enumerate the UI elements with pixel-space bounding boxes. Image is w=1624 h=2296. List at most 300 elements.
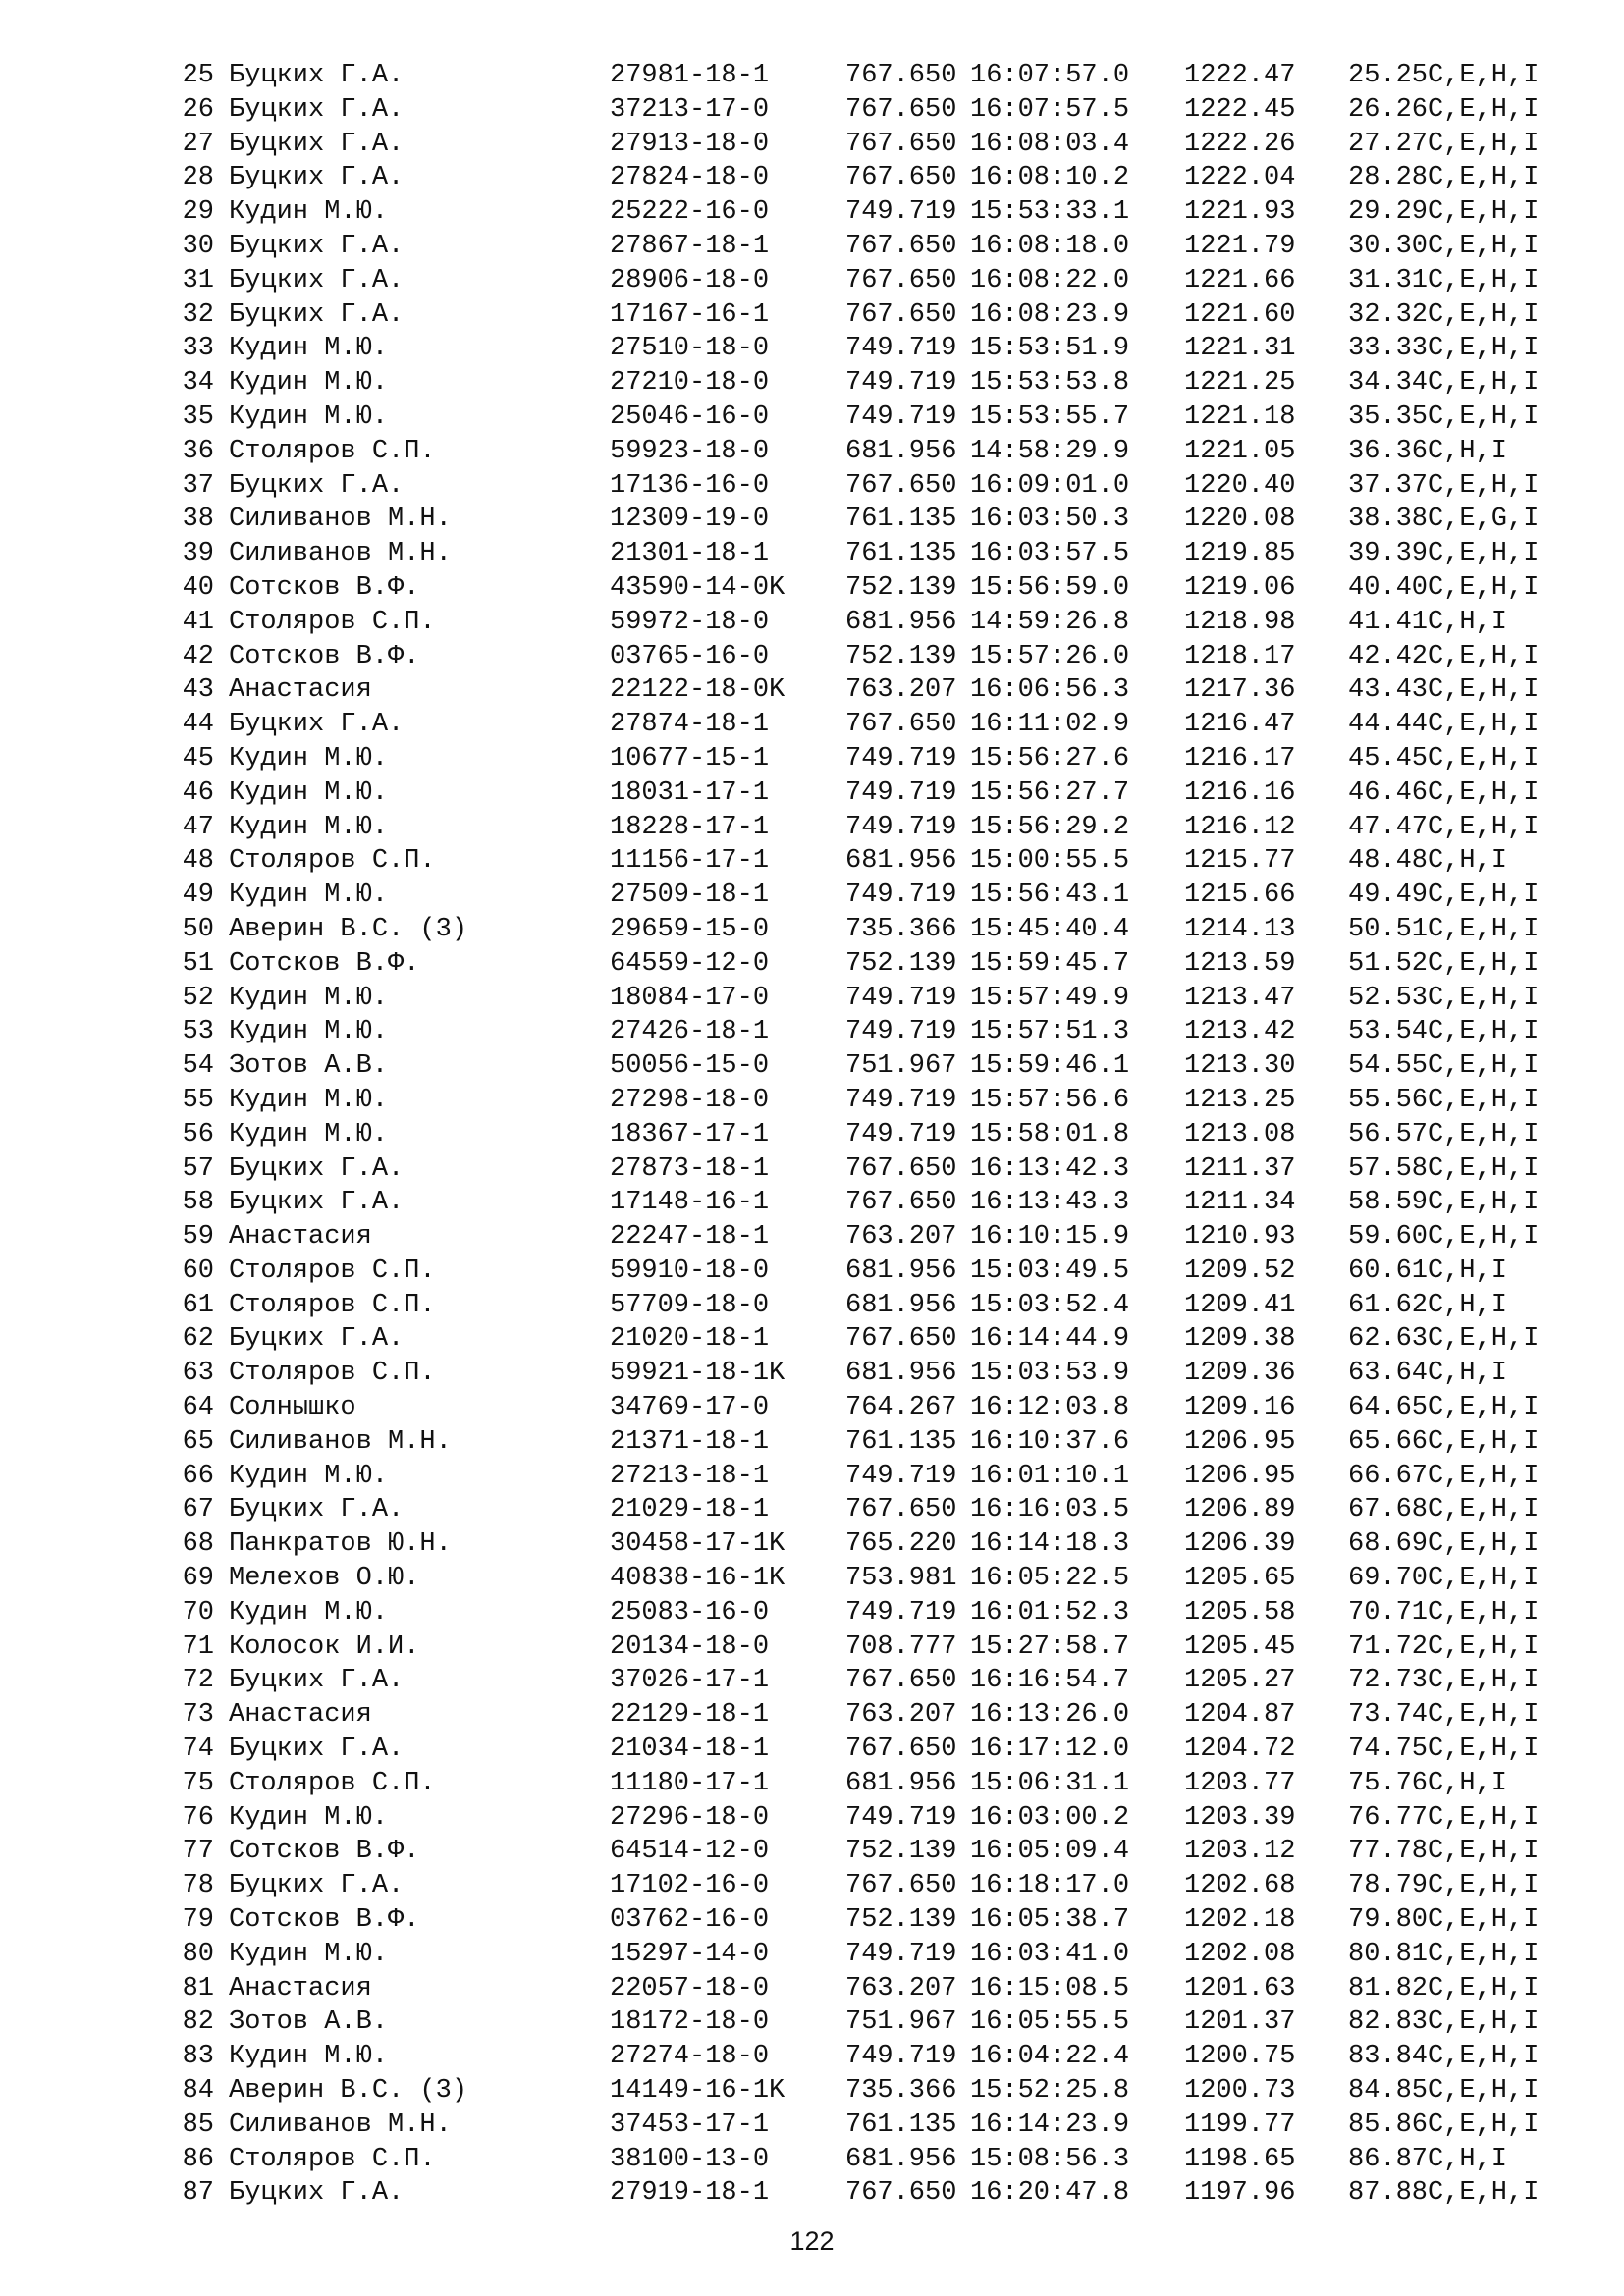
distance-cell: 681.956	[845, 1359, 957, 1389]
table-row	[175, 1255, 1608, 1289]
speed-cell: 1205.27	[1184, 1666, 1296, 1696]
arrival-time-cell: 16:06:56.3	[970, 675, 1130, 706]
name-cell: Буцких Г.А.	[229, 1871, 405, 1901]
name-cell: Колосок И.И.	[229, 1631, 420, 1662]
arrival-time-cell: 16:09:01.0	[970, 470, 1130, 501]
distance-cell: 681.956	[845, 1768, 957, 1798]
coefficient-cell: 39.39	[1348, 539, 1429, 569]
arrival-time-cell: 14:59:26.8	[970, 607, 1130, 637]
coefficient-cell: 31.31	[1348, 265, 1429, 295]
arrival-time-cell: 15:27:58.7	[970, 1631, 1130, 1662]
arrival-time-cell: 15:57:56.6	[970, 1085, 1130, 1115]
coefficient-cell: 82.83	[1348, 2007, 1429, 2038]
distance-cell: 749.719	[845, 1017, 957, 1047]
arrival-time-cell: 15:58:01.8	[970, 1119, 1130, 1149]
rank-cell: 55	[182, 1085, 214, 1115]
flags-cell: C,E,H,I	[1428, 881, 1540, 911]
rank-cell: 43	[182, 675, 214, 706]
name-cell: Столяров С.П.	[229, 607, 436, 637]
rank-cell: 41	[182, 607, 214, 637]
arrival-time-cell: 16:14:18.3	[970, 1529, 1130, 1560]
table-row	[175, 2040, 1608, 2074]
name-cell: Кудин М.Ю.	[229, 197, 389, 228]
arrival-time-cell: 16:13:43.3	[970, 1188, 1130, 1218]
table-row	[175, 1460, 1608, 1494]
flags-cell: C,H,I	[1428, 1255, 1508, 1286]
ring-code-cell: 18031-17-1	[610, 777, 770, 808]
distance-cell: 708.777	[845, 1631, 957, 1662]
flags-cell: C,E,H,I	[1428, 1461, 1540, 1491]
rank-cell: 84	[182, 2076, 214, 2107]
speed-cell: 1206.39	[1184, 1529, 1296, 1560]
table-row	[175, 1152, 1608, 1187]
speed-cell: 1221.66	[1184, 265, 1296, 295]
arrival-time-cell: 16:07:57.5	[970, 94, 1130, 125]
arrival-time-cell: 15:56:43.1	[970, 881, 1130, 911]
distance-cell: 767.650	[845, 1666, 957, 1696]
distance-cell: 749.719	[845, 334, 957, 364]
ring-code-cell: 21301-18-1	[610, 539, 770, 569]
flags-cell: C,E,H,I	[1428, 1802, 1540, 1833]
distance-cell: 767.650	[845, 61, 957, 90]
arrival-time-cell: 16:16:03.5	[970, 1495, 1130, 1525]
name-cell: Сотсков В.Ф.	[229, 572, 420, 603]
table-row	[175, 1562, 1608, 1596]
flags-cell: C,H,I	[1428, 1768, 1508, 1798]
arrival-time-cell: 15:45:40.4	[970, 914, 1130, 944]
name-cell: Столяров С.П.	[229, 1768, 436, 1798]
rank-cell: 31	[182, 265, 214, 295]
table-row	[175, 1767, 1608, 1801]
table-row	[175, 1903, 1608, 1938]
name-cell: Буцких Г.А.	[229, 231, 405, 261]
arrival-time-cell: 15:03:53.9	[970, 1359, 1130, 1389]
rank-cell: 30	[182, 231, 214, 261]
coefficient-cell: 55.56	[1348, 1085, 1429, 1115]
arrival-time-cell: 15:53:33.1	[970, 197, 1130, 228]
table-row	[175, 1801, 1608, 1836]
distance-cell: 749.719	[845, 197, 957, 228]
ring-code-cell: 22122-18-0K	[610, 675, 785, 706]
speed-cell: 1205.58	[1184, 1597, 1296, 1628]
coefficient-cell: 45.45	[1348, 743, 1429, 774]
arrival-time-cell: 16:10:15.9	[970, 1222, 1130, 1253]
distance-cell: 749.719	[845, 983, 957, 1013]
name-cell: Буцких Г.А.	[229, 61, 405, 90]
name-cell: Силиванов М.Н.	[229, 505, 452, 535]
name-cell: Буцких Г.А.	[229, 1153, 405, 1184]
name-cell: Анастасия	[229, 675, 372, 706]
rank-cell: 83	[182, 2042, 214, 2072]
ring-code-cell: 21371-18-1	[610, 1426, 770, 1457]
table-row	[175, 1835, 1608, 1869]
name-cell: Буцких Г.А.	[229, 1495, 405, 1525]
ring-code-cell: 21029-18-1	[610, 1495, 770, 1525]
speed-cell: 1213.42	[1184, 1017, 1296, 1047]
rank-cell: 65	[182, 1426, 214, 1457]
ring-code-cell: 37026-17-1	[610, 1666, 770, 1696]
name-cell: Буцких Г.А.	[229, 2178, 405, 2209]
flags-cell: C,E,H,I	[1428, 1085, 1540, 1115]
table-row	[175, 93, 1608, 128]
coefficient-cell: 58.59	[1348, 1188, 1429, 1218]
rank-cell: 33	[182, 334, 214, 364]
table-row	[175, 1084, 1608, 1118]
coefficient-cell: 80.81	[1348, 1939, 1429, 1969]
arrival-time-cell: 15:57:49.9	[970, 983, 1130, 1013]
coefficient-cell: 40.40	[1348, 572, 1429, 603]
speed-cell: 1209.41	[1184, 1290, 1296, 1320]
table-row	[175, 879, 1608, 913]
ring-code-cell: 18084-17-0	[610, 983, 770, 1013]
ring-code-cell: 27824-18-0	[610, 163, 770, 193]
table-row	[175, 2143, 1608, 2177]
table-row	[175, 673, 1608, 708]
speed-cell: 1201.63	[1184, 1973, 1296, 2003]
rank-cell: 62	[182, 1324, 214, 1355]
flags-cell: C,E,H,I	[1428, 129, 1540, 159]
ring-code-cell: 28906-18-0	[610, 265, 770, 295]
ring-code-cell: 11156-17-1	[610, 846, 770, 877]
speed-cell: 1221.60	[1184, 299, 1296, 330]
coefficient-cell: 72.73	[1348, 1666, 1429, 1696]
flags-cell: C,E,H,I	[1428, 197, 1540, 228]
ring-code-cell: 21020-18-1	[610, 1324, 770, 1355]
ring-code-cell: 14149-16-1K	[610, 2076, 785, 2107]
page-number: 122	[789, 2226, 835, 2256]
rank-cell: 73	[182, 1700, 214, 1731]
table-row	[175, 982, 1608, 1016]
table-row	[175, 708, 1608, 742]
arrival-time-cell: 15:56:27.7	[970, 777, 1130, 808]
speed-cell: 1209.36	[1184, 1359, 1296, 1389]
ring-code-cell: 27913-18-0	[610, 129, 770, 159]
flags-cell: C,H,I	[1428, 846, 1508, 877]
coefficient-cell: 67.68	[1348, 1495, 1429, 1525]
rank-cell: 40	[182, 572, 214, 603]
distance-cell: 767.650	[845, 1871, 957, 1901]
speed-cell: 1221.31	[1184, 334, 1296, 364]
name-cell: Столяров С.П.	[229, 436, 436, 466]
speed-cell: 1213.25	[1184, 1085, 1296, 1115]
coefficient-cell: 66.67	[1348, 1461, 1429, 1491]
distance-cell: 749.719	[845, 401, 957, 432]
arrival-time-cell: 16:03:57.5	[970, 539, 1130, 569]
speed-cell: 1214.13	[1184, 914, 1296, 944]
rank-cell: 57	[182, 1153, 214, 1184]
arrival-time-cell: 16:05:38.7	[970, 1905, 1130, 1936]
table-row	[175, 1493, 1608, 1527]
rank-cell: 50	[182, 914, 214, 944]
flags-cell: C,E,H,I	[1428, 710, 1540, 740]
speed-cell: 1198.65	[1184, 2144, 1296, 2174]
table-row	[175, 503, 1608, 537]
distance-cell: 767.650	[845, 710, 957, 740]
ring-code-cell: 27426-18-1	[610, 1017, 770, 1047]
speed-cell: 1218.17	[1184, 641, 1296, 671]
distance-cell: 767.650	[845, 1153, 957, 1184]
flags-cell: C,E,H,I	[1428, 1324, 1540, 1355]
ring-code-cell: 50056-15-0	[610, 1051, 770, 1082]
name-cell: Кудин М.Ю.	[229, 1597, 389, 1628]
speed-cell: 1222.47	[1184, 61, 1296, 90]
name-cell: Кудин М.Ю.	[229, 812, 389, 842]
coefficient-cell: 59.60	[1348, 1222, 1429, 1253]
coefficient-cell: 35.35	[1348, 401, 1429, 432]
speed-cell: 1209.16	[1184, 1393, 1296, 1423]
arrival-time-cell: 16:08:23.9	[970, 299, 1130, 330]
table-row	[175, 1972, 1608, 2006]
speed-cell: 1216.47	[1184, 710, 1296, 740]
rank-cell: 51	[182, 948, 214, 979]
distance-cell: 761.135	[845, 1426, 957, 1457]
flags-cell: C,E,H,I	[1428, 914, 1540, 944]
ring-code-cell: 27213-18-1	[610, 1461, 770, 1491]
coefficient-cell: 63.64	[1348, 1359, 1429, 1389]
coefficient-cell: 32.32	[1348, 299, 1429, 330]
rank-cell: 71	[182, 1631, 214, 1662]
rank-cell: 53	[182, 1017, 214, 1047]
rank-cell: 67	[182, 1495, 214, 1525]
name-cell: Аверин В.С. (3)	[229, 914, 468, 944]
table-row	[175, 366, 1608, 400]
coefficient-cell: 83.84	[1348, 2042, 1429, 2072]
distance-cell: 763.207	[845, 1700, 957, 1731]
table-row	[175, 1015, 1608, 1049]
ring-code-cell: 17167-16-1	[610, 299, 770, 330]
table-row	[175, 435, 1608, 469]
name-cell: Зотов А.В.	[229, 2007, 389, 2038]
ring-code-cell: 27981-18-1	[610, 61, 770, 90]
distance-cell: 749.719	[845, 1119, 957, 1149]
name-cell: Кудин М.Ю.	[229, 334, 389, 364]
arrival-time-cell: 16:12:03.8	[970, 1393, 1130, 1423]
coefficient-cell: 50.51	[1348, 914, 1429, 944]
distance-cell: 681.956	[845, 1255, 957, 1286]
table-row	[175, 1425, 1608, 1460]
ring-code-cell: 59910-18-0	[610, 1255, 770, 1286]
arrival-time-cell: 15:53:53.8	[970, 368, 1130, 399]
table-row	[175, 1289, 1608, 1323]
ring-code-cell: 27867-18-1	[610, 231, 770, 261]
ring-code-cell: 64514-12-0	[610, 1837, 770, 1867]
flags-cell: C,E,H,I	[1428, 983, 1540, 1013]
coefficient-cell: 36.36	[1348, 436, 1429, 466]
ring-code-cell: 34769-17-0	[610, 1393, 770, 1423]
flags-cell: C,E,H,I	[1428, 1153, 1540, 1184]
flags-cell: C,E,H,I	[1428, 470, 1540, 501]
flags-cell: C,E,H,I	[1428, 2007, 1540, 2038]
speed-cell: 1219.06	[1184, 572, 1296, 603]
rank-cell: 76	[182, 1802, 214, 1833]
coefficient-cell: 30.30	[1348, 231, 1429, 261]
arrival-time-cell: 15:53:55.7	[970, 401, 1130, 432]
speed-cell: 1205.65	[1184, 1564, 1296, 1594]
name-cell: Кудин М.Ю.	[229, 881, 389, 911]
name-cell: Сотсков В.Ф.	[229, 1905, 420, 1936]
ring-code-cell: 27210-18-0	[610, 368, 770, 399]
flags-cell: C,E,H,I	[1428, 1631, 1540, 1662]
distance-cell: 767.650	[845, 1495, 957, 1525]
rank-cell: 68	[182, 1529, 214, 1560]
coefficient-cell: 60.61	[1348, 1255, 1429, 1286]
speed-cell: 1221.79	[1184, 231, 1296, 261]
distance-cell: 751.967	[845, 1051, 957, 1082]
table-row	[175, 844, 1608, 879]
speed-cell: 1206.95	[1184, 1426, 1296, 1457]
coefficient-cell: 75.76	[1348, 1768, 1429, 1798]
distance-cell: 752.139	[845, 1905, 957, 1936]
rank-cell: 81	[182, 1973, 214, 2003]
name-cell: Силиванов М.Н.	[229, 539, 452, 569]
arrival-time-cell: 16:05:09.4	[970, 1837, 1130, 1867]
ring-code-cell: 22057-18-0	[610, 1973, 770, 2003]
arrival-time-cell: 16:17:12.0	[970, 1735, 1130, 1765]
distance-cell: 751.967	[845, 2007, 957, 2038]
speed-cell: 1216.16	[1184, 777, 1296, 808]
ring-code-cell: 03762-16-0	[610, 1905, 770, 1936]
flags-cell: C,E,H,I	[1428, 1939, 1540, 1969]
ring-code-cell: 37453-17-1	[610, 2109, 770, 2140]
coefficient-cell: 73.74	[1348, 1700, 1429, 1731]
rank-cell: 47	[182, 812, 214, 842]
rank-cell: 58	[182, 1188, 214, 1218]
table-row	[175, 332, 1608, 366]
distance-cell: 763.207	[845, 675, 957, 706]
speed-cell: 1199.77	[1184, 2109, 1296, 2140]
flags-cell: C,E,H,I	[1428, 572, 1540, 603]
rank-cell: 27	[182, 129, 214, 159]
ring-code-cell: 27296-18-0	[610, 1802, 770, 1833]
speed-cell: 1211.34	[1184, 1188, 1296, 1218]
table-row	[175, 1220, 1608, 1255]
flags-cell: C,E,H,I	[1428, 743, 1540, 774]
arrival-time-cell: 15:53:51.9	[970, 334, 1130, 364]
coefficient-cell: 70.71	[1348, 1597, 1429, 1628]
arrival-time-cell: 15:00:55.5	[970, 846, 1130, 877]
table-row	[175, 161, 1608, 195]
ring-code-cell: 25222-16-0	[610, 197, 770, 228]
distance-cell: 735.366	[845, 914, 957, 944]
flags-cell: C,E,H,I	[1428, 265, 1540, 295]
rank-cell: 34	[182, 368, 214, 399]
speed-cell: 1222.45	[1184, 94, 1296, 125]
name-cell: Буцких Г.А.	[229, 1735, 405, 1765]
flags-cell: C,E,H,I	[1428, 2178, 1540, 2209]
flags-cell: C,E,H,I	[1428, 334, 1540, 364]
table-row	[175, 1664, 1608, 1698]
name-cell: Кудин М.Ю.	[229, 2042, 389, 2072]
distance-cell: 752.139	[845, 948, 957, 979]
name-cell: Буцких Г.А.	[229, 1188, 405, 1218]
distance-cell: 749.719	[845, 368, 957, 399]
distance-cell: 749.719	[845, 812, 957, 842]
distance-cell: 749.719	[845, 1597, 957, 1628]
rank-cell: 28	[182, 163, 214, 193]
speed-cell: 1204.72	[1184, 1735, 1296, 1765]
table-row	[175, 230, 1608, 264]
speed-cell: 1209.52	[1184, 1255, 1296, 1286]
rank-cell: 26	[182, 94, 214, 125]
coefficient-cell: 52.53	[1348, 983, 1429, 1013]
rank-cell: 77	[182, 1837, 214, 1867]
arrival-time-cell: 15:56:59.0	[970, 572, 1130, 603]
rank-cell: 37	[182, 470, 214, 501]
name-cell: Столяров С.П.	[229, 1290, 436, 1320]
ring-code-cell: 27298-18-0	[610, 1085, 770, 1115]
name-cell: Сотсков В.Ф.	[229, 1837, 420, 1867]
table-row	[175, 947, 1608, 982]
name-cell: Буцких Г.А.	[229, 1324, 405, 1355]
ring-code-cell: 30458-17-1K	[610, 1529, 785, 1560]
coefficient-cell: 28.28	[1348, 163, 1429, 193]
distance-cell: 761.135	[845, 2109, 957, 2140]
coefficient-cell: 54.55	[1348, 1051, 1429, 1082]
rank-cell: 86	[182, 2144, 214, 2174]
distance-cell: 681.956	[845, 1290, 957, 1320]
coefficient-cell: 69.70	[1348, 1564, 1429, 1594]
table-row	[175, 571, 1608, 606]
arrival-time-cell: 14:58:29.9	[970, 436, 1130, 466]
table-row	[175, 2074, 1608, 2109]
speed-cell: 1213.59	[1184, 948, 1296, 979]
table-row	[175, 1527, 1608, 1562]
coefficient-cell: 65.66	[1348, 1426, 1429, 1457]
flags-cell: C,E,H,I	[1428, 2042, 1540, 2072]
arrival-time-cell: 16:04:22.4	[970, 2042, 1130, 2072]
name-cell: Анастасия	[229, 1973, 372, 2003]
flags-cell: C,E,H,I	[1428, 1051, 1540, 1082]
flags-cell: C,E,H,I	[1428, 299, 1540, 330]
ring-code-cell: 18367-17-1	[610, 1119, 770, 1149]
distance-cell: 681.956	[845, 607, 957, 637]
table-row	[175, 742, 1608, 776]
name-cell: Кудин М.Ю.	[229, 368, 389, 399]
arrival-time-cell: 15:59:45.7	[970, 948, 1130, 979]
rank-cell: 85	[182, 2109, 214, 2140]
flags-cell: C,E,H,I	[1428, 641, 1540, 671]
distance-cell: 763.207	[845, 1973, 957, 2003]
flags-cell: C,E,H,I	[1428, 1735, 1540, 1765]
arrival-time-cell: 15:56:29.2	[970, 812, 1130, 842]
ring-code-cell: 43590-14-0K	[610, 572, 785, 603]
speed-cell: 1213.08	[1184, 1119, 1296, 1149]
name-cell: Столяров С.П.	[229, 2144, 436, 2174]
table-row	[175, 537, 1608, 571]
arrival-time-cell: 15:08:56.3	[970, 2144, 1130, 2174]
table-row	[175, 1698, 1608, 1733]
rank-cell: 32	[182, 299, 214, 330]
arrival-time-cell: 16:03:00.2	[970, 1802, 1130, 1833]
flags-cell: C,E,H,I	[1428, 1837, 1540, 1867]
flags-cell: C,E,H,I	[1428, 812, 1540, 842]
flags-cell: C,E,H,I	[1428, 1700, 1540, 1731]
name-cell: Сотсков В.Ф.	[229, 948, 420, 979]
distance-cell: 767.650	[845, 163, 957, 193]
flags-cell: C,E,H,I	[1428, 1529, 1540, 1560]
distance-cell: 761.135	[845, 505, 957, 535]
distance-cell: 767.650	[845, 231, 957, 261]
flags-cell: C,E,H,I	[1428, 777, 1540, 808]
flags-cell: C,E,H,I	[1428, 1119, 1540, 1149]
rank-cell: 70	[182, 1597, 214, 1628]
distance-cell: 764.267	[845, 1393, 957, 1423]
flags-cell: C,E,H,I	[1428, 61, 1540, 90]
arrival-time-cell: 16:03:41.0	[970, 1939, 1130, 1969]
distance-cell: 749.719	[845, 1802, 957, 1833]
ring-code-cell: 12309-19-0	[610, 505, 770, 535]
rank-cell: 56	[182, 1119, 214, 1149]
